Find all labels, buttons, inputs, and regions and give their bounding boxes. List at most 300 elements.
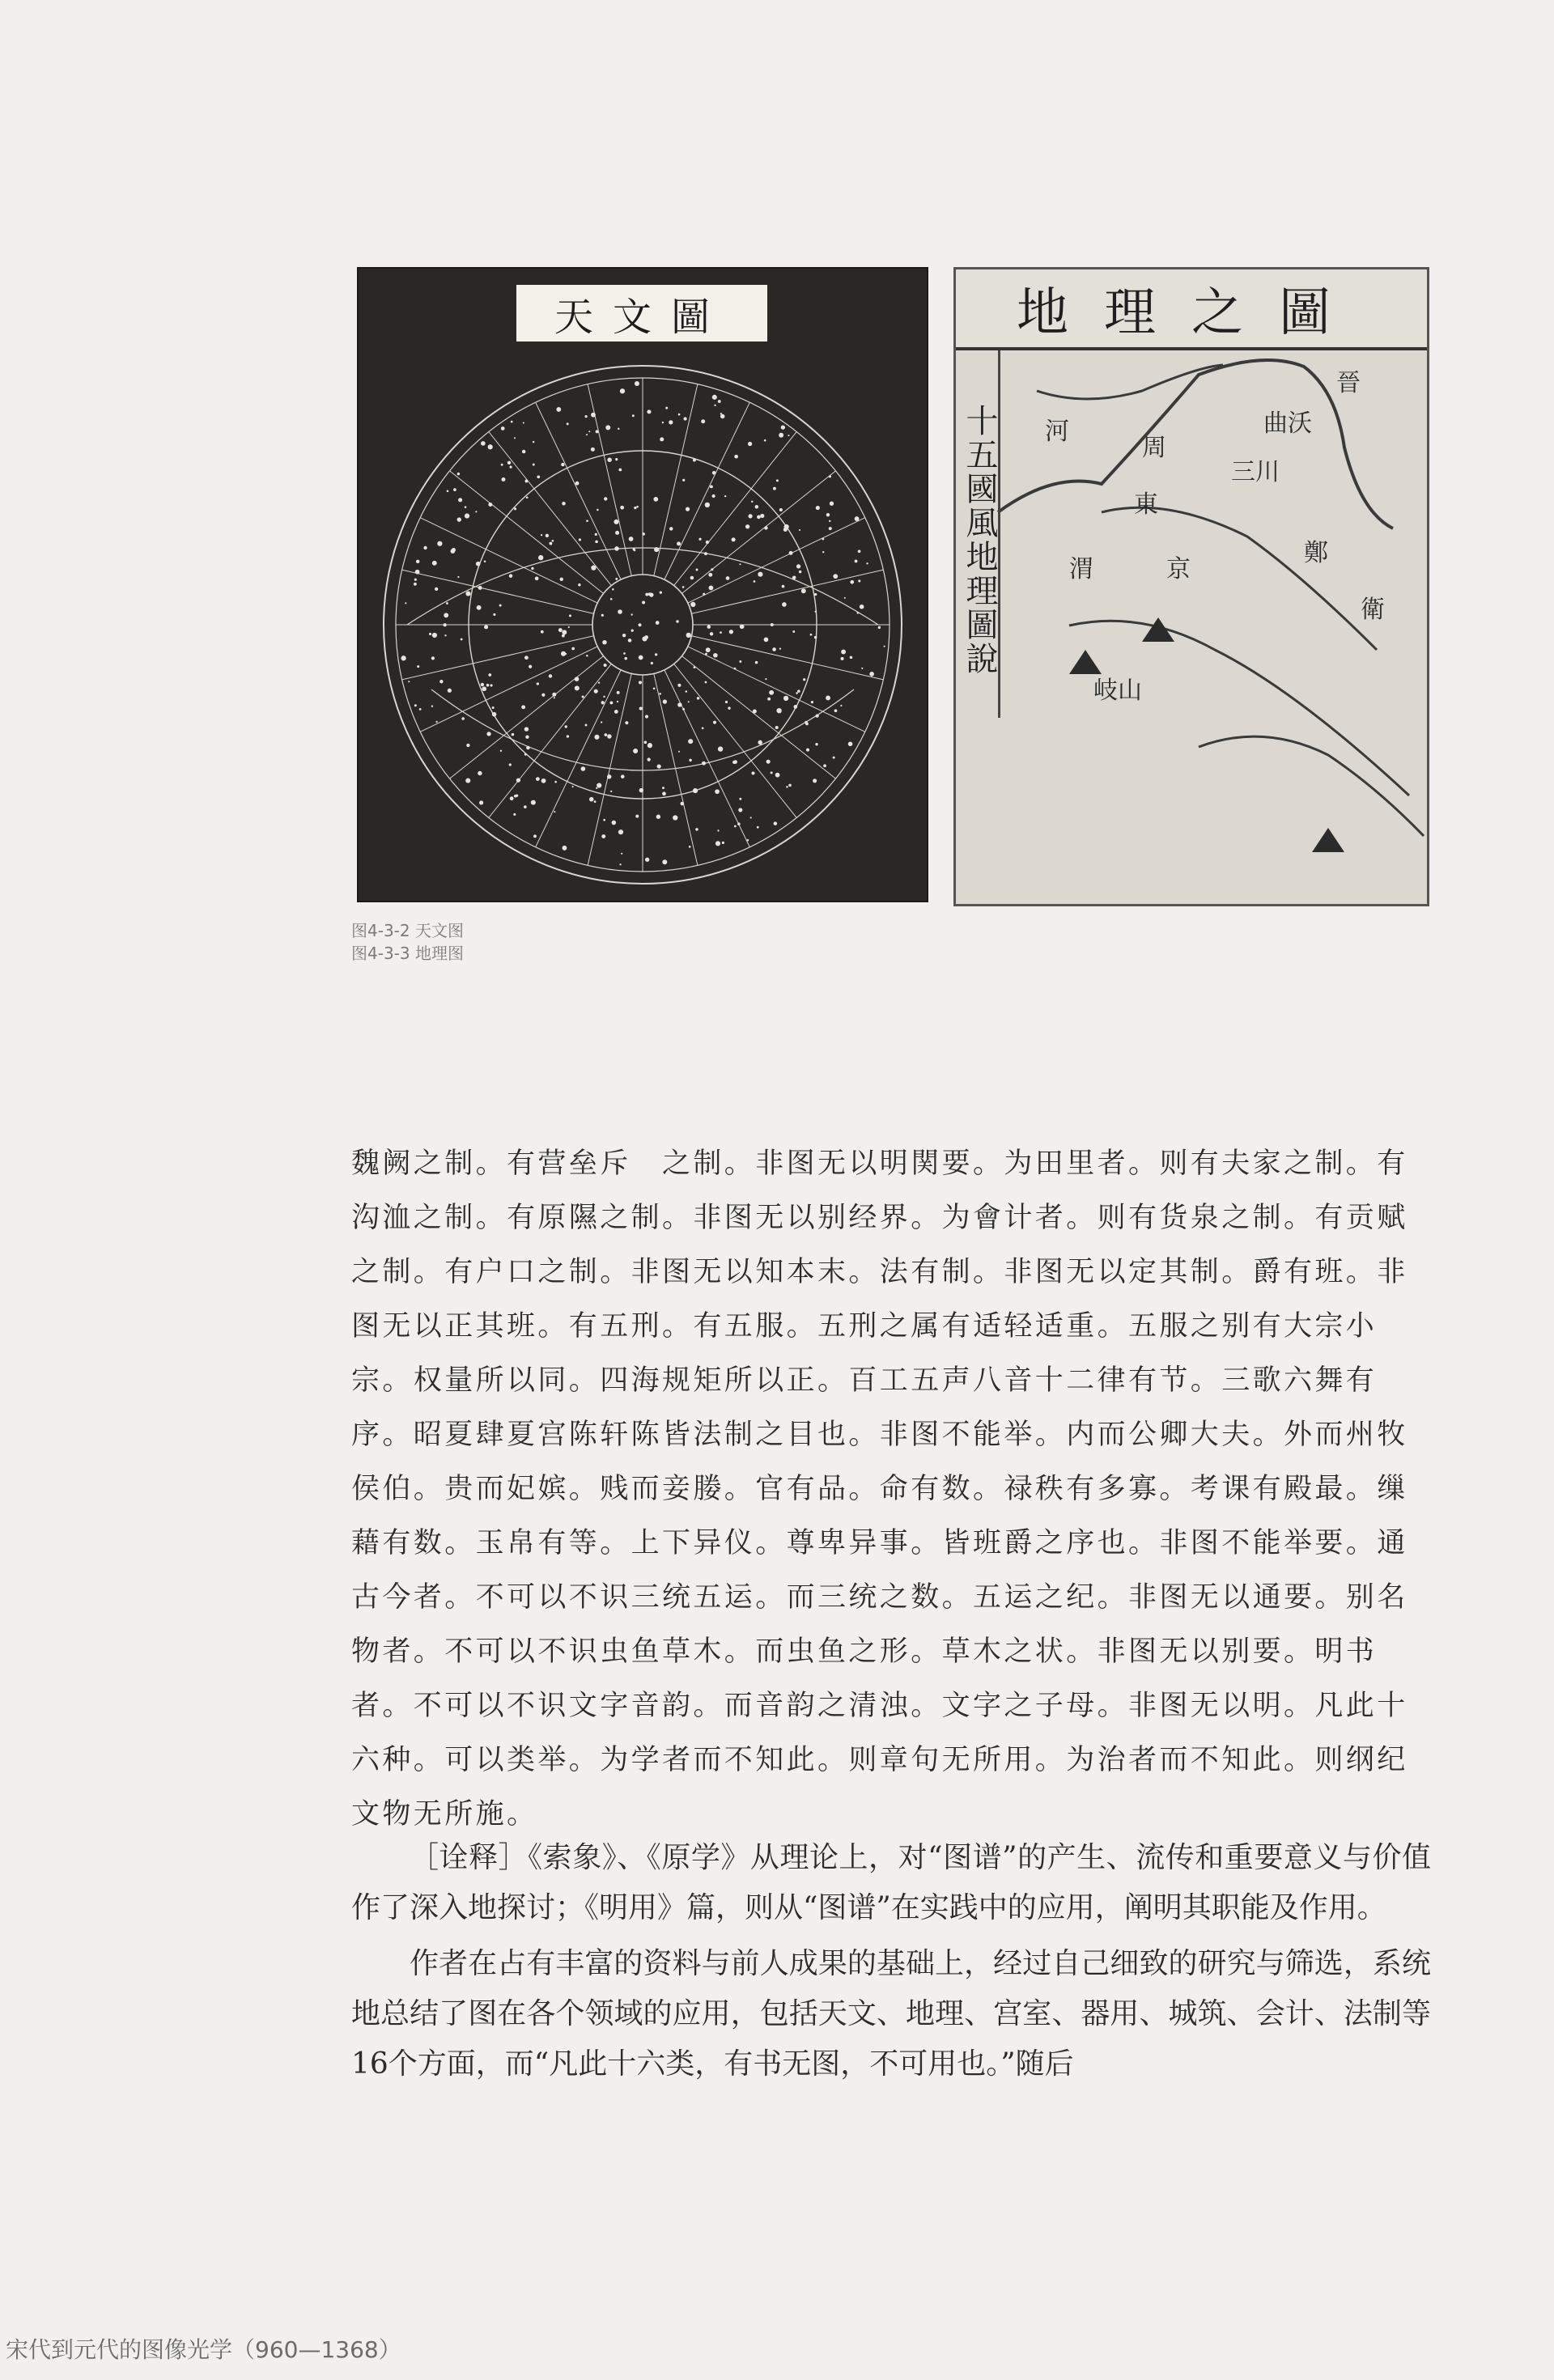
star-dot: [465, 506, 467, 508]
star-dot: [603, 696, 605, 698]
star-dot: [645, 858, 649, 862]
map-label: 東: [1134, 490, 1158, 519]
star-dot: [878, 626, 881, 629]
page-footer: 宋代到元代的图像光学（960—1368）: [6, 2336, 401, 2363]
star-dot: [826, 695, 830, 700]
star-dot: [649, 593, 653, 597]
star-dot: [639, 681, 642, 684]
star-dot: [693, 459, 696, 462]
star-dot: [609, 701, 613, 704]
star-dot: [635, 815, 639, 818]
star-dot: [739, 798, 741, 800]
star-dot: [625, 721, 628, 724]
star-dot: [610, 791, 612, 792]
mountain-icon: [1069, 650, 1102, 674]
star-dot: [602, 640, 606, 644]
han-river-line: [1199, 736, 1424, 836]
star-dot: [724, 495, 726, 497]
star-dot: [669, 420, 673, 424]
star-dot: [642, 532, 645, 536]
star-dot: [615, 578, 618, 580]
star-dot: [645, 715, 648, 718]
classical-text-block: [351, 1137, 1431, 1842]
star-dot: [554, 781, 557, 783]
star-dot: [694, 666, 696, 668]
star-dot: [541, 778, 546, 783]
star-dot: [796, 692, 798, 694]
star-dot: [850, 656, 853, 660]
star-dot: [655, 653, 657, 655]
star-dot: [765, 678, 766, 680]
star-dot: [432, 633, 437, 638]
star-dot: [784, 524, 789, 529]
star-dot: [612, 821, 617, 825]
map-label: 衛: [1361, 596, 1385, 624]
star-dot: [720, 414, 725, 419]
star-dot: [712, 395, 717, 400]
star-dot: [509, 466, 512, 469]
star-dot: [705, 653, 707, 655]
star-dot: [465, 513, 469, 518]
star-dot: [811, 701, 813, 703]
star-dot: [588, 431, 590, 432]
star-dot: [783, 696, 788, 701]
star-dot: [595, 541, 598, 544]
star-dot: [584, 415, 587, 418]
star-dot: [774, 821, 778, 825]
star-dot: [642, 600, 645, 604]
star-dot: [693, 788, 698, 793]
star-dot: [751, 771, 754, 774]
mansion-line: [691, 570, 883, 613]
star-dot: [813, 778, 817, 783]
star-dot: [594, 735, 599, 740]
figure-captions: [351, 919, 464, 965]
star-dot: [653, 687, 656, 689]
geo-map-figure: [953, 267, 1429, 906]
star-dot: [513, 813, 516, 816]
star-dot: [514, 437, 516, 439]
star-dot: [569, 614, 571, 617]
star-dot: [771, 771, 773, 774]
star-dot: [465, 778, 470, 783]
star-dot: [718, 746, 723, 751]
star-dot: [533, 834, 537, 838]
star-dot: [659, 693, 661, 695]
star-dot: [733, 760, 737, 764]
star-dot: [607, 734, 611, 738]
star-dot: [764, 638, 769, 643]
star-dot: [713, 653, 718, 658]
star-dot: [695, 828, 698, 831]
star-dot: [710, 632, 713, 635]
mansion-line: [489, 432, 612, 586]
star-dot: [562, 502, 566, 506]
star-dot: [444, 634, 446, 636]
star-dot: [642, 636, 647, 641]
star-dots: [401, 381, 885, 865]
caption-star-chart: 图4-3-2 天文图: [351, 921, 464, 940]
star-dot: [775, 726, 779, 729]
star-dot: [533, 464, 535, 466]
star-dot: [766, 760, 771, 764]
star-dot: [621, 853, 622, 855]
star-dot: [501, 477, 505, 482]
star-dot: [682, 586, 685, 588]
star-dot: [501, 464, 503, 466]
star-dot: [607, 774, 611, 778]
star-dot: [585, 724, 588, 727]
map-label: 曲沃: [1263, 409, 1312, 438]
star-dot: [415, 570, 420, 575]
star-dot: [419, 708, 422, 711]
star-dot: [500, 750, 502, 752]
star-dot: [431, 705, 433, 706]
star-dot: [509, 763, 512, 766]
commentary-paragraph: 作者在占有丰富的资料与前人成果的基础上，经过自己细致的研究与筛选，系统地总结了图在各个领域的应用，包括天文、地理、宫室、器用、城筑、会计、法制等16个方面，而“凡此十六类，有书无图，不可用也。”随后: [351, 1947, 1431, 2081]
star-dot: [478, 586, 482, 590]
star-dot: [601, 721, 602, 723]
map-label: 渭: [1069, 555, 1093, 583]
wei-river-line: [1102, 507, 1377, 650]
star-dot: [414, 704, 417, 706]
star-dot: [734, 825, 737, 828]
map-label: 三川: [1231, 458, 1280, 486]
star-dot: [758, 740, 762, 745]
star-dot: [734, 455, 738, 459]
star-dot: [525, 480, 529, 483]
star-dot: [622, 634, 626, 637]
circumpolar-ring: [592, 575, 693, 675]
star-dot: [516, 795, 518, 797]
star-dot: [644, 740, 648, 744]
star-dot: [614, 520, 618, 524]
star-dot: [814, 611, 816, 613]
star-dot: [619, 863, 621, 865]
star-dot: [738, 808, 742, 812]
star-dot: [437, 541, 442, 546]
star-dot: [614, 710, 618, 714]
map-label: 晉: [1336, 369, 1361, 397]
star-dot: [840, 705, 842, 706]
star-dot: [490, 684, 492, 686]
star-dot: [737, 822, 741, 825]
star-dot: [423, 546, 427, 549]
map-label: 河: [1045, 418, 1069, 446]
star-dot: [524, 727, 529, 731]
star-dot: [739, 563, 741, 565]
star-dot: [458, 498, 462, 502]
star-dot: [660, 437, 664, 441]
star-dot: [623, 652, 626, 655]
star-dot: [561, 463, 564, 466]
star-dot: [720, 631, 722, 634]
star-dot: [861, 668, 863, 669]
star-dot: [537, 682, 539, 685]
mansion-line: [688, 518, 865, 603]
star-dot: [793, 705, 797, 709]
star-dot: [834, 709, 838, 712]
star-dot: [639, 655, 643, 660]
star-dot: [408, 681, 410, 682]
star-dot: [603, 819, 605, 821]
star-dot: [541, 694, 545, 697]
star-dot: [682, 479, 685, 482]
star-dot: [656, 621, 660, 625]
star-dot: [615, 531, 619, 535]
star-dot: [823, 764, 826, 767]
star-dot: [767, 698, 771, 701]
star-dot: [815, 743, 817, 745]
star-dot: [416, 560, 419, 563]
star-dot: [507, 461, 511, 465]
star-chart-graphic: [359, 269, 927, 901]
star-dot: [567, 422, 569, 425]
star-dot: [575, 685, 580, 690]
star-dot: [589, 797, 594, 802]
mansion-line: [450, 656, 604, 779]
star-dot: [511, 421, 513, 423]
star-dot: [712, 494, 715, 498]
star-dot: [549, 542, 552, 545]
star-dot: [639, 706, 643, 710]
star-dot: [486, 684, 490, 687]
star-dot: [615, 458, 618, 460]
star-dot: [689, 759, 691, 762]
star-dot: [486, 732, 490, 736]
star-dot: [722, 842, 724, 844]
star-dot: [605, 733, 608, 736]
star-dot: [492, 712, 497, 717]
star-dot: [801, 588, 806, 593]
star-dot: [677, 684, 681, 687]
star-dot: [578, 583, 580, 586]
star-dot: [701, 419, 705, 423]
star-dot: [775, 773, 780, 778]
star-dot: [734, 668, 737, 670]
star-dot: [718, 400, 721, 403]
star-dot: [479, 800, 483, 804]
star-dot: [781, 425, 785, 429]
star-dot: [792, 630, 795, 633]
star-dot: [501, 426, 505, 431]
star-dot: [677, 702, 681, 706]
star-chart-figure: [357, 267, 928, 902]
star-dot: [492, 706, 495, 709]
star-dot: [596, 430, 599, 433]
star-dot: [788, 784, 792, 787]
star-dot: [707, 625, 711, 629]
star-dot: [579, 538, 581, 541]
commentary-block: [351, 1833, 1431, 2095]
star-dot: [682, 708, 685, 711]
star-dot: [554, 697, 555, 698]
star-dot: [705, 503, 710, 507]
star-dot: [779, 433, 783, 438]
star-dot: [546, 534, 549, 537]
star-dot: [663, 699, 667, 703]
star-dot: [750, 817, 752, 818]
star-dot: [715, 841, 720, 846]
star-dot: [673, 815, 677, 820]
star-dot: [855, 516, 860, 521]
star-dot: [732, 537, 736, 541]
star-dot: [525, 735, 529, 738]
star-dot: [439, 680, 443, 683]
star-dot: [618, 428, 619, 430]
star-dot: [665, 407, 668, 409]
star-dot: [704, 552, 707, 555]
star-dot: [840, 657, 843, 660]
map-label: 周: [1142, 434, 1166, 462]
star-dot: [457, 473, 460, 475]
star-dot: [725, 701, 728, 703]
star-dot: [702, 762, 706, 766]
star-dot: [656, 815, 660, 819]
geo-map-title: 地理之圖: [956, 269, 1427, 350]
star-dot: [614, 546, 619, 551]
star-dot: [601, 834, 605, 838]
star-dot: [575, 482, 580, 486]
star-dot: [535, 576, 539, 580]
star-dot: [444, 623, 447, 626]
star-dot: [435, 721, 437, 723]
star-dot: [645, 593, 648, 596]
star-dot: [552, 693, 556, 697]
star-dot: [676, 620, 678, 622]
geo-map-side-title: 十五國風地理圖說: [961, 350, 1000, 718]
star-dot: [747, 839, 749, 842]
star-dot: [596, 787, 597, 789]
star-dot: [447, 490, 449, 492]
star-dot: [829, 520, 830, 522]
star-dot: [647, 409, 651, 414]
star-dot: [858, 579, 860, 582]
star-dot: [405, 602, 406, 604]
star-dot: [562, 630, 567, 634]
star-dot: [417, 665, 419, 668]
star-dot: [618, 469, 622, 472]
star-dot: [461, 638, 463, 641]
star-dot: [779, 648, 781, 650]
star-dot: [782, 585, 785, 588]
star-dot: [651, 662, 653, 664]
star-dot: [739, 660, 741, 663]
star-dot: [620, 388, 625, 393]
star-dot: [686, 507, 690, 511]
star-dot: [648, 743, 652, 748]
star-dot: [554, 811, 555, 812]
star-dot: [850, 580, 854, 584]
star-dot: [706, 647, 711, 652]
star-dot: [567, 735, 569, 737]
star-dot: [755, 505, 759, 509]
star-dot: [728, 706, 730, 709]
star-dot: [648, 757, 651, 761]
star-dot: [782, 602, 787, 607]
star-dot: [522, 450, 526, 454]
star-dot: [565, 725, 567, 728]
map-label: 京: [1166, 555, 1191, 583]
star-dot: [678, 751, 680, 753]
star-dot: [597, 783, 601, 787]
star-dot: [524, 805, 527, 808]
star-dot: [482, 686, 486, 691]
mountain-icon: [1312, 828, 1344, 852]
star-dot: [740, 624, 745, 629]
mansion-line: [654, 384, 698, 576]
star-dot: [633, 749, 638, 753]
star-dot: [720, 413, 722, 414]
star-dot: [814, 593, 817, 596]
star-dot: [414, 583, 417, 586]
star-dot: [444, 613, 448, 617]
star-dot: [621, 774, 625, 778]
star-dot: [617, 691, 620, 694]
star-dot: [686, 690, 688, 693]
star-dot: [601, 614, 604, 617]
star-dot: [779, 508, 783, 511]
star-dot: [549, 674, 552, 677]
star-dot: [816, 714, 819, 717]
star-dot: [806, 749, 809, 752]
star-dot: [571, 647, 575, 651]
star-dot: [635, 381, 639, 386]
star-dot: [638, 623, 641, 626]
star-dot: [481, 441, 486, 446]
star-dot: [484, 560, 486, 562]
mansion-line: [402, 636, 594, 680]
star-dot: [662, 787, 664, 789]
star-dot: [751, 501, 753, 503]
star-dot: [595, 533, 597, 536]
star-dot: [829, 527, 832, 530]
star-dot: [810, 634, 813, 636]
star-dot: [814, 636, 817, 638]
star-dot: [796, 564, 800, 568]
star-dot: [686, 633, 691, 638]
star-dot: [586, 655, 588, 657]
star-dot: [688, 701, 690, 702]
star-dot: [575, 677, 580, 681]
map-label: 鄭: [1304, 539, 1328, 567]
star-dot: [632, 414, 635, 417]
star-dot: [714, 405, 715, 406]
star-dot: [466, 744, 469, 747]
star-dot: [488, 503, 492, 507]
upper-river-line: [1037, 365, 1223, 399]
star-dot: [457, 517, 461, 521]
star-dot: [556, 407, 561, 412]
star-dot: [688, 739, 693, 744]
star-dot: [729, 630, 733, 634]
star-dot: [858, 549, 861, 553]
star-dot: [788, 435, 789, 436]
star-dot: [526, 746, 530, 750]
star-dot: [536, 777, 540, 781]
star-dot: [690, 602, 695, 607]
star-dot: [633, 548, 635, 550]
star-dot: [689, 846, 691, 848]
mansion-line: [450, 471, 604, 594]
star-dot: [789, 551, 793, 555]
star-dot: [457, 576, 459, 578]
star-dot: [541, 534, 542, 536]
star-dot: [833, 574, 838, 579]
lunar-mansion-lines: [396, 378, 890, 872]
star-dot: [677, 541, 681, 545]
star-dot: [715, 789, 720, 794]
